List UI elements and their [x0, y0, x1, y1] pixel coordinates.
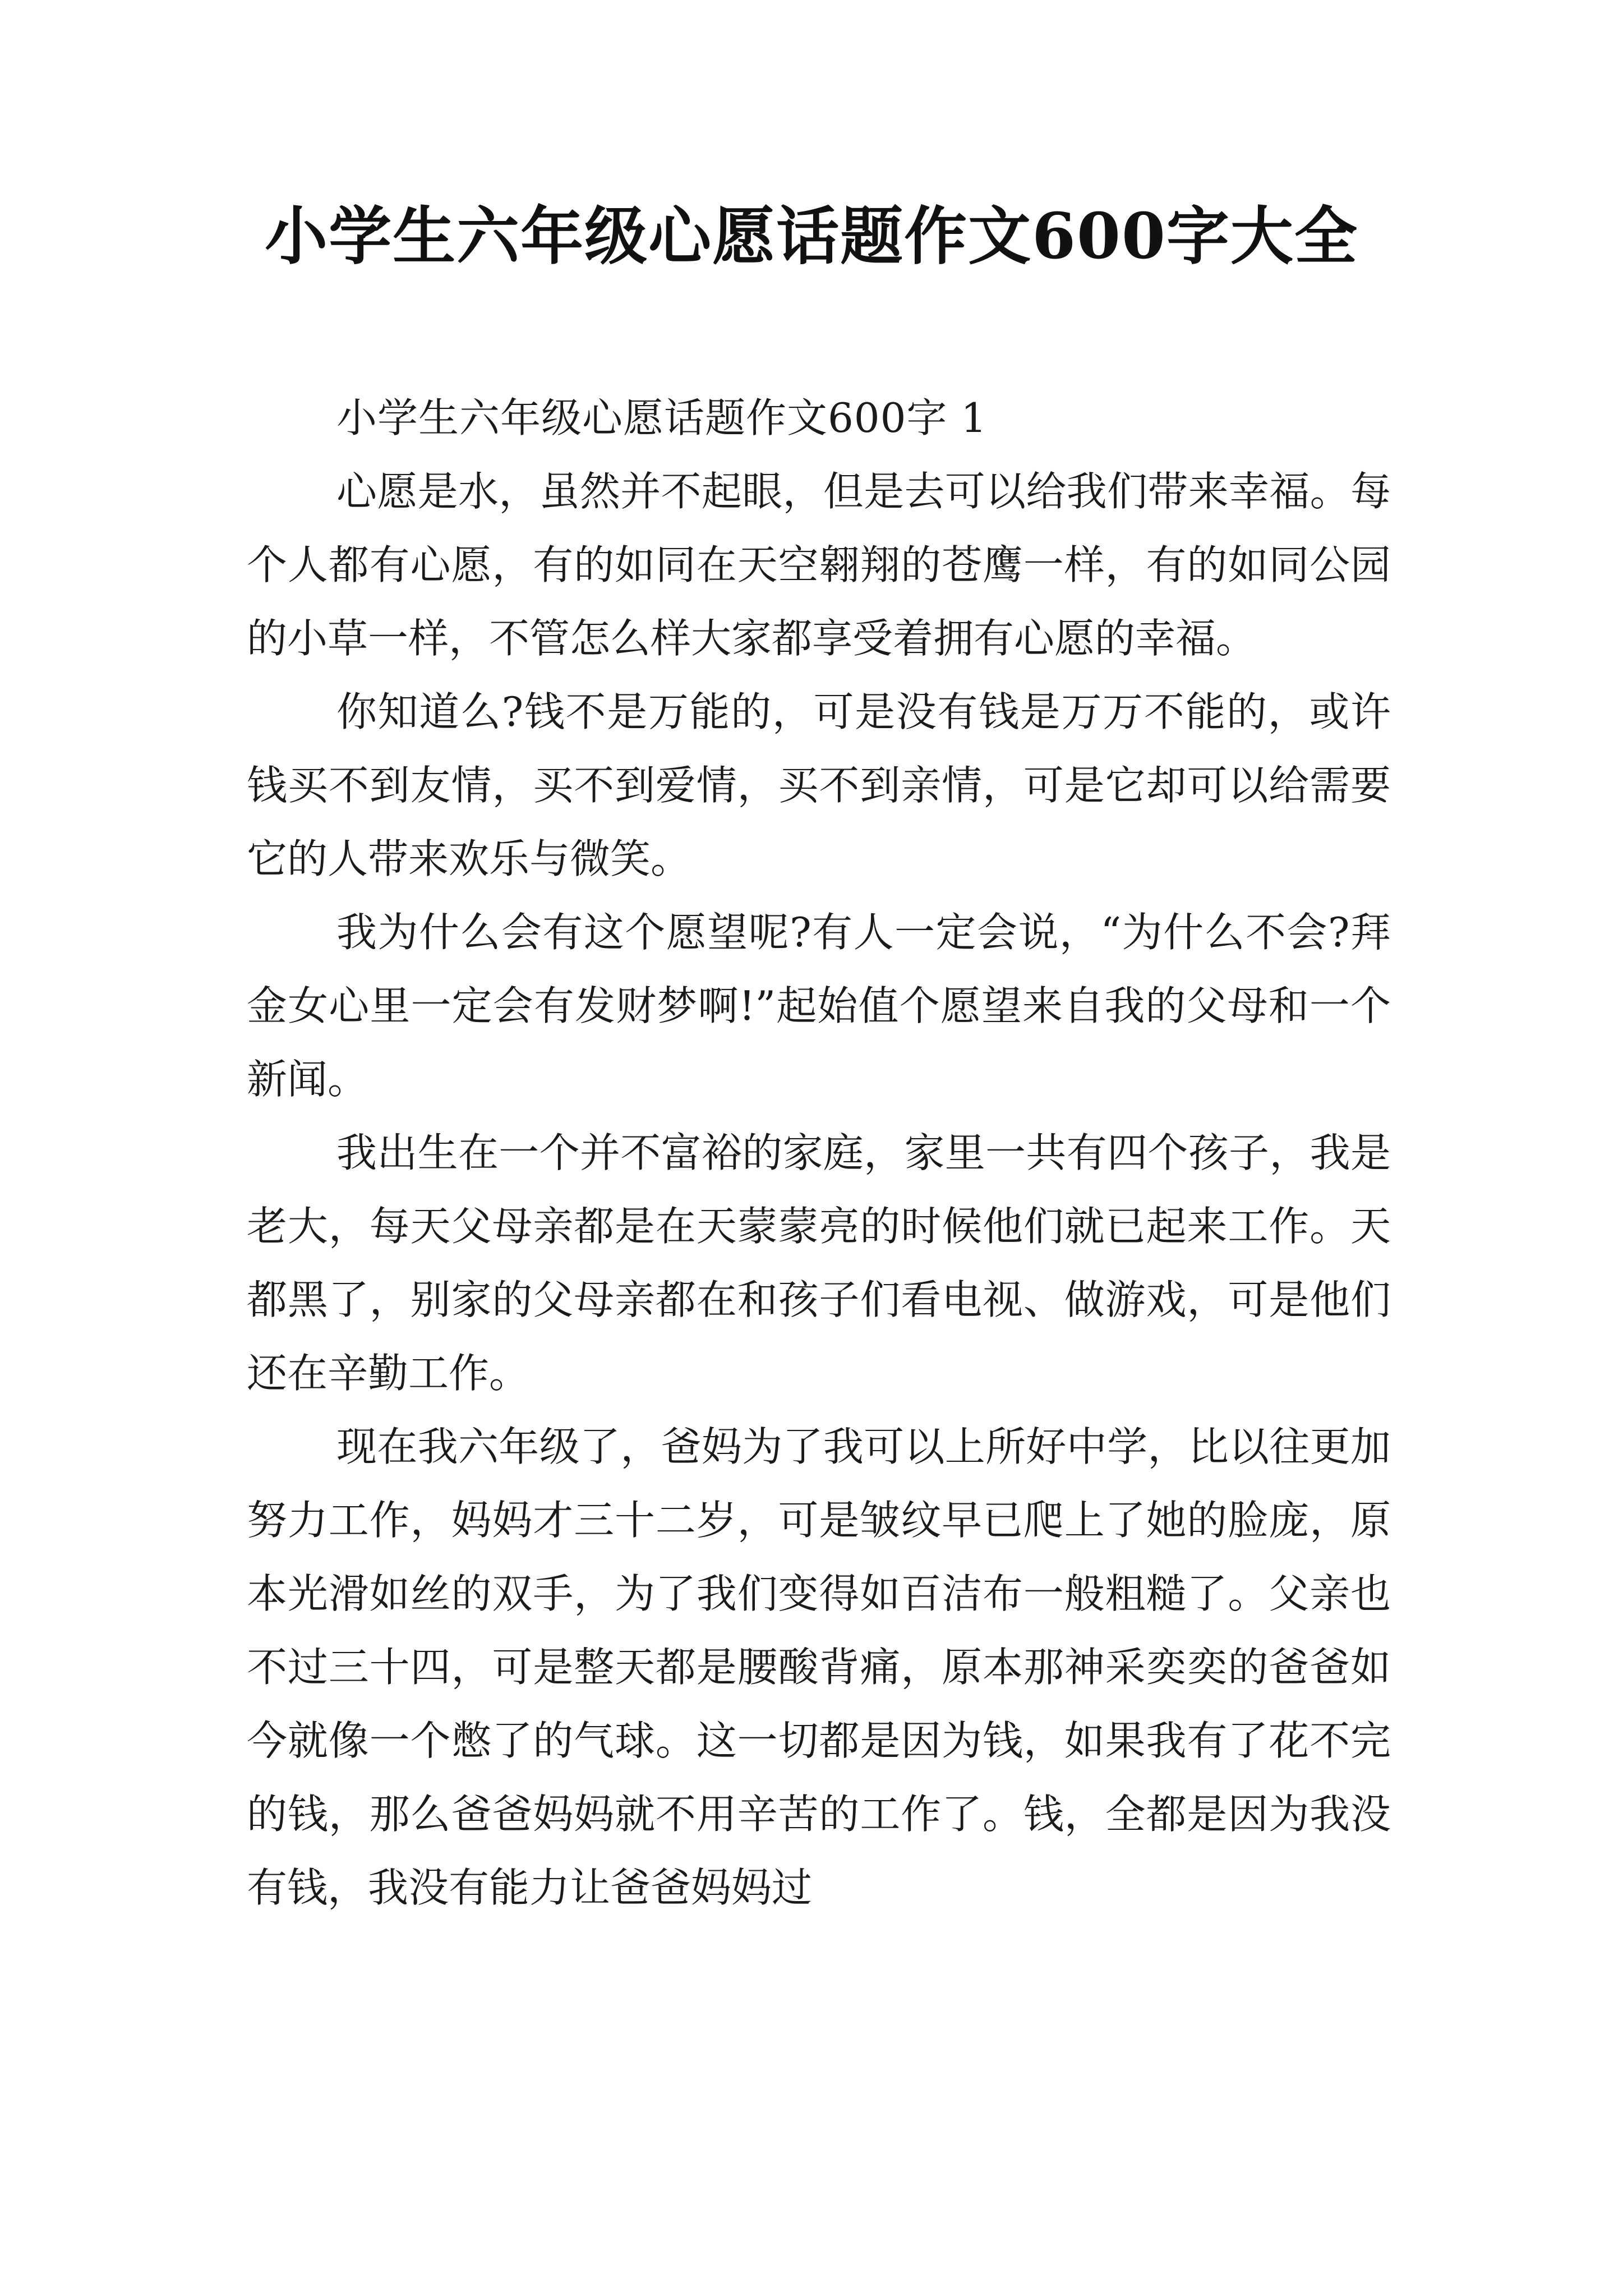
paragraph-2: 你知道么?钱不是万能的，可是没有钱是万万不能的，或许钱买不到友情，买不到爱情，买不到亲情，可是它却可以给需要它的人带来欢乐与微笑。	[247, 688, 1391, 882]
paragraph-5: 现在我六年级了，爸妈为了我可以上所好中学，比以往更加努力工作，妈妈才三十二岁，可是皱纹早已爬上了她的脸庞，原本光滑如丝的双手，为了我们变得如百洁布一般粗糙了。父亲也不过三十四，可是整天都是腰酸背痛，原本那神采奕奕的爸爸如今就像一个憋了的气球。这一切都是因为钱，如果我有了花不完的钱，那么爸爸妈妈就不用辛苦的工作了。钱，全都是因为我没有钱，我没有能力让爸爸妈妈过	[247, 1423, 1391, 1911]
essay-subtitle: 小学生六年级心愿话题作文600字 1	[336, 394, 988, 441]
paragraph-3: 我为什么会有这个愿望呢?有人一定会说，“为什么不会?拜金女心里一定会有发财梦啊!”起始值个愿望来自我的父母和一个新闻。	[247, 909, 1391, 1103]
document-body	[247, 381, 1391, 1925]
document-title: 小学生六年级心愿话题作文600字大全	[265, 200, 1358, 273]
paragraph-4: 我出生在一个并不富裕的家庭，家里一共有四个孩子，我是老大，每天父母亲都是在天蒙蒙亮的时候他们就已起来工作。天都黑了，别家的父母亲都在和孩子们看电视、做游戏，可是他们还在辛勤工作。	[247, 1129, 1391, 1397]
paragraph-1: 心愿是水，虽然并不起眼，但是去可以给我们带来幸福。每个人都有心愿，有的如同在天空翱翔的苍鹰一样，有的如同公园的小草一样，不管怎么样大家都享受着拥有心愿的幸福。	[247, 468, 1391, 662]
